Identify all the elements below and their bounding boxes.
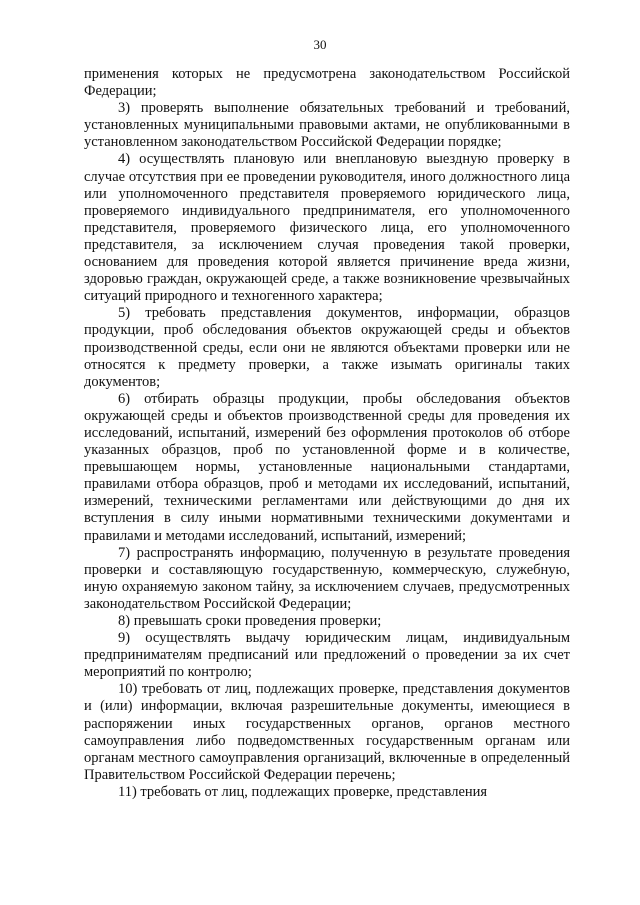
paragraph: 6) отбирать образцы продукции, пробы обследования объектов окружающей среды и объектов производственной среды для проведения их исследований, испытаний, измерений без оформления протоколов об отборе указанных образцов, проб по установленной форме и в количестве, превышающем нормы, установленные национальными стандартами, правилами отбора образцов, проб и методами их исследований, испытаний, измерений, техническими регламентами или действующими до дня их вступления в силу иными нормативными техническими документами и правилами и методами исследований, испытаний, измерений; xyxy=(84,390,570,544)
paragraph: 11) требовать от лиц, подлежащих проверке, представления xyxy=(118,783,488,800)
paragraph: 10) требовать от лиц, подлежащих проверке, представления документов и (или) информации, включая разрешительные документы, имеющиеся в распоряжении иных государственных органов, органов местного самоуправления либо подведомственных государственным органам или органам местного самоуправления организаций, включенные в определенный Правительством Российской Федерации перечень; xyxy=(84,681,570,783)
paragraph: 5) требовать представления документов, информации, образцов продукции, проб обследования объектов окружающей среды и объектов производственной среды, если они не являются объектами проверки или не относятся к предмету проверки, а также изымать оригиналы таких документов; xyxy=(84,305,570,390)
paragraph: 7) распространять информацию, полученную в результате проведения проверки и составляющую государственную, коммерческую, служебную, иную охраняемую законом тайну, за исключением случаев, предусмотренных законодательством Российской Федерации; xyxy=(84,544,570,612)
paragraph: 4) осуществлять плановую или внеплановую выездную проверку в случае отсутствия при ее проведении руководителя, иного должностного лица или уполномоченного представителя проверяемого юридического лица, проверяемого индивидуального предпринимателя, его уполномоченного представителя, проверяемого физического лица, его уполномоченного представителя, за исключением случая проведения такой проверки, основанием для проведения которой является причинение вреда жизни, здоровью граждан, окружающей среде, а также возникновение чрезвычайных ситуаций природного и техногенного характера; xyxy=(84,151,570,305)
paragraph: 3) проверять выполнение обязательных требований и требований, установленных муниципальными правовыми актами, не опубликованными в установленном законодательством Российской Федерации порядке; xyxy=(84,100,570,151)
paragraph: 8) превышать сроки проведения проверки; xyxy=(118,613,382,629)
paragraph: применения которых не предусмотрена законодательством Российской Федерации; xyxy=(84,66,570,100)
paragraph: 9) осуществлять выдачу юридическим лицам, индивидуальным предпринимателям предписаний или предложений о проведении за их счет мероприятий по контролю; xyxy=(84,630,570,681)
page-number: 30 xyxy=(313,37,327,52)
document-body xyxy=(84,66,570,801)
